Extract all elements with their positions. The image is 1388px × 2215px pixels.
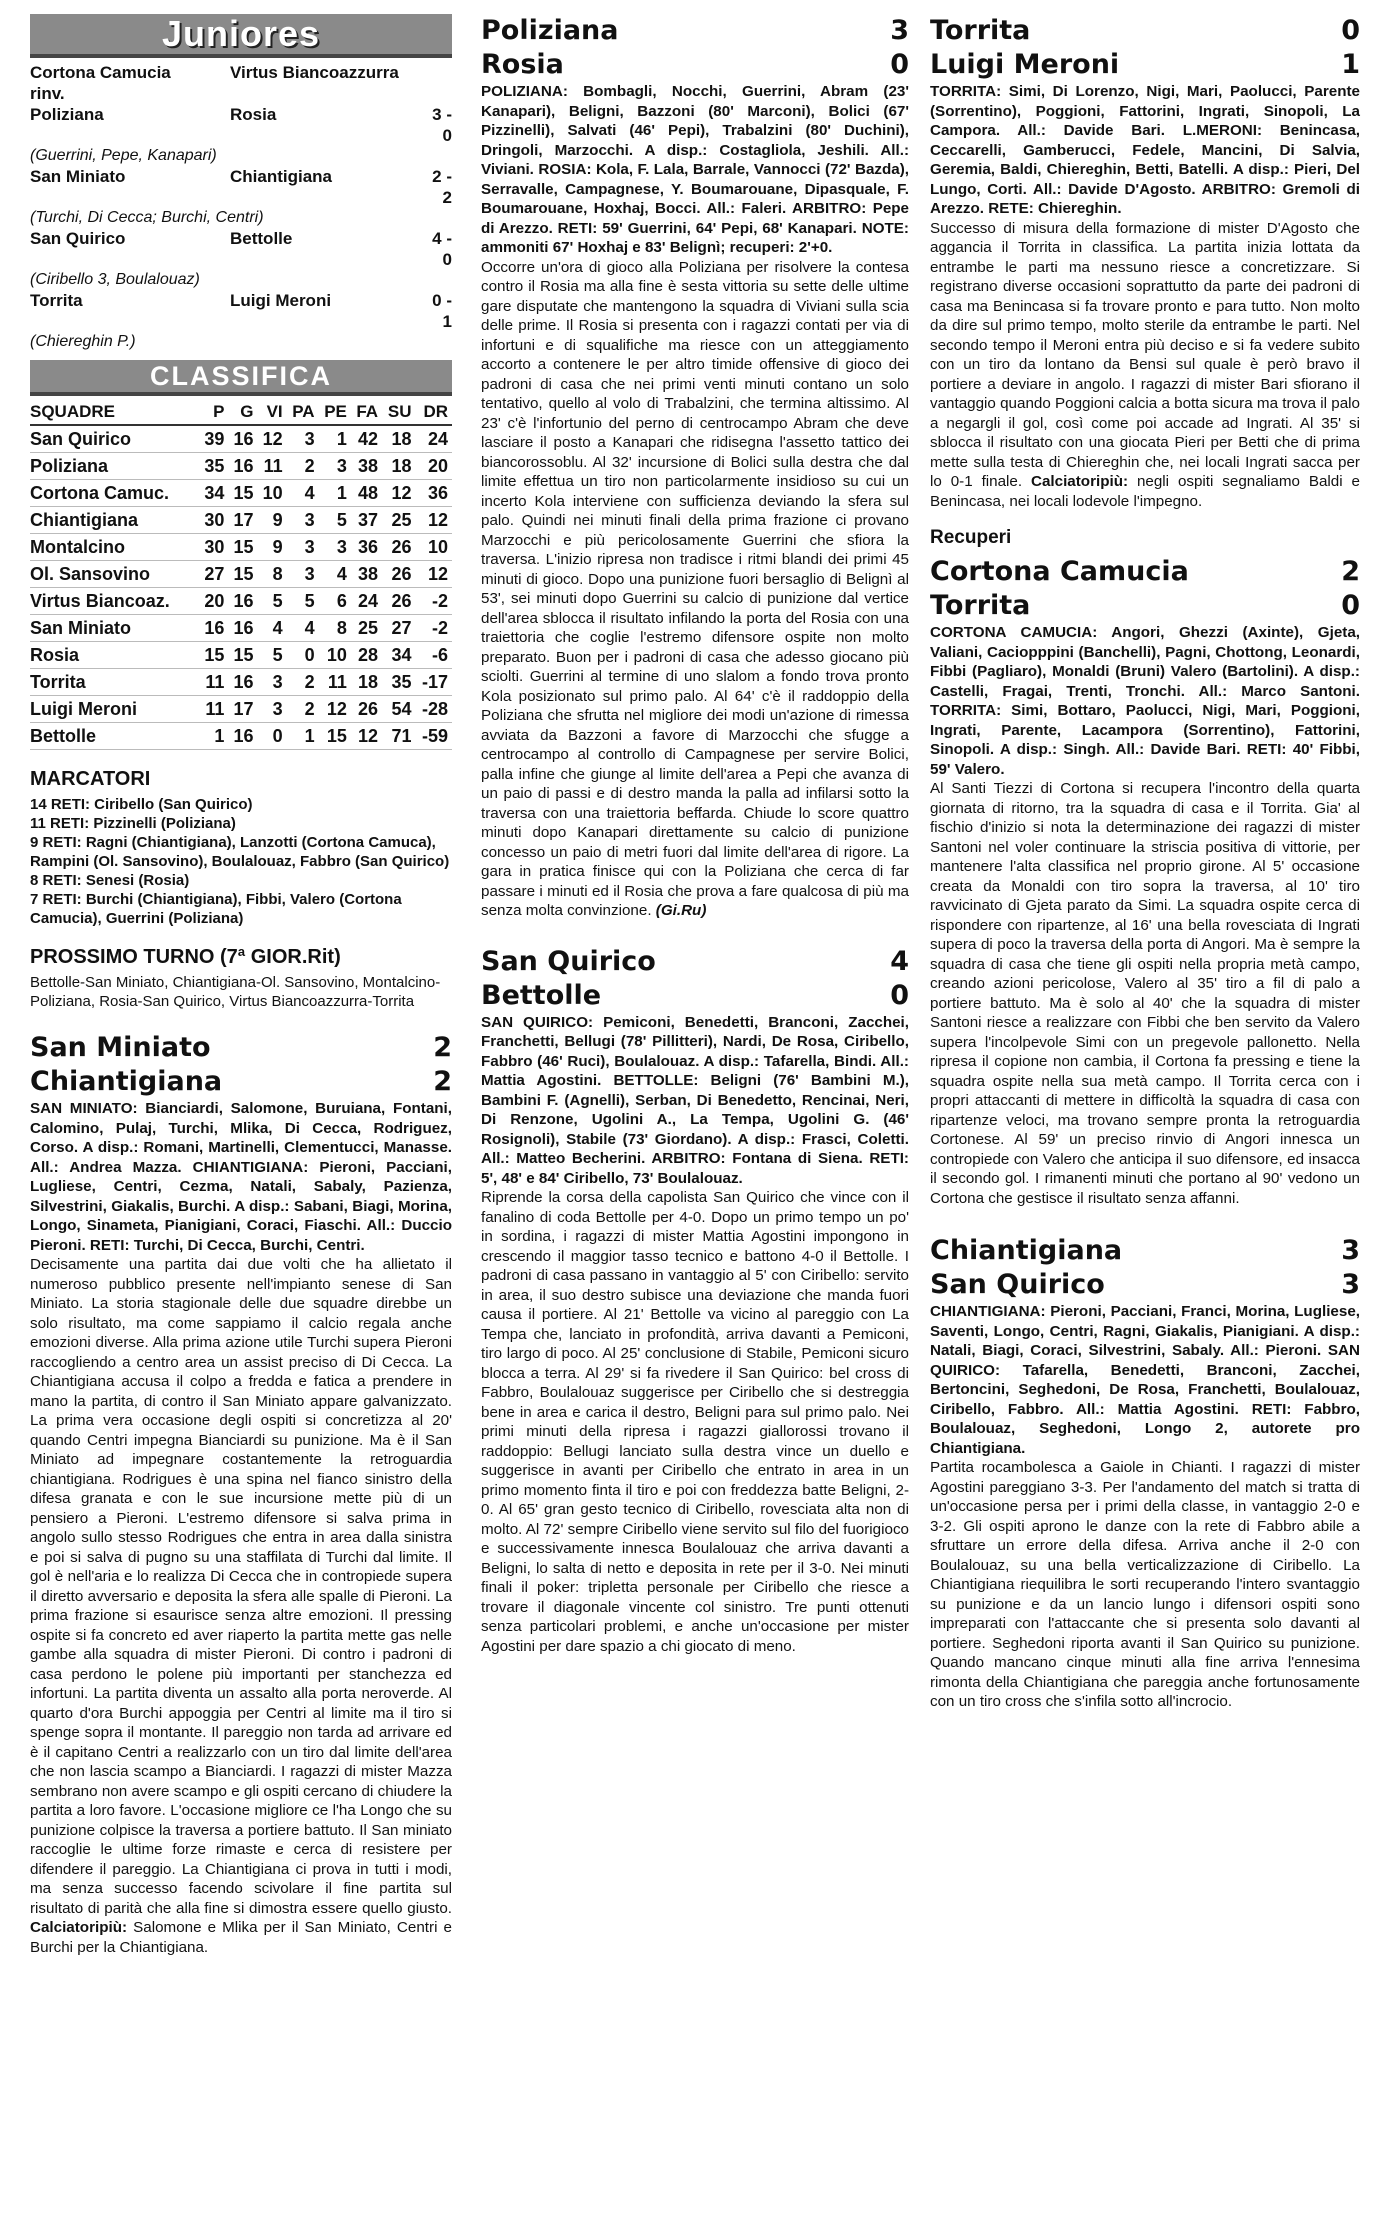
match-home-row bbox=[30, 1031, 452, 1065]
team-cell: Chiantigiana bbox=[30, 507, 199, 534]
team-name: San Miniato bbox=[30, 1032, 211, 1063]
standings-header bbox=[30, 400, 452, 425]
lineup-text: TORRITA: Simi, Di Lorenzo, Nigi, Mari, Paolucci, Parente (Sorrentino), Poggioni, Fattorini, Ingrati, Sinopoli, La Campora. All.: Davide Bari. L.MERONI: Benincasa, Ceccarelli, Gamberucci, Fedele, Mancini, Di Salvia, Geremia, Baldi, Chiereghin, Betti, Batelli. A disp.: Pieri, Del Lungo, Corti. All.: Davide D'Agosto. ARBITRO: Gremoli di Arezzo. RETE: Chiereghin. bbox=[930, 83, 1360, 217]
stat-cell: 26 bbox=[382, 588, 415, 615]
stat-cell: -2 bbox=[416, 615, 452, 642]
recuperi-title: Recuperi bbox=[930, 527, 1012, 548]
stat-cell: 18 bbox=[351, 669, 382, 696]
marcatori-line: 8 RETI: Senesi (Rosia) bbox=[30, 872, 190, 889]
standings-body bbox=[30, 425, 452, 750]
stat-cell: 39 bbox=[199, 425, 228, 453]
team-score: 0 bbox=[1341, 590, 1360, 621]
match-sanquirico bbox=[481, 945, 909, 1657]
stat-cell: 12 bbox=[416, 507, 452, 534]
lineup-text: POLIZIANA: Bombagli, Nocchi, Guerrini, Abram (23' Kanapari), Beligni, Bazzoni (80' Marconi), Bolici (67' Pizzinelli), Salvati (46' Pepi), Trabalzini (80' Duchini), Dringoli, Marzocchi. A disp.: Costagliola, Jeshili. All.: Viviani. ROSIA: Kola, F. Lala, Barrale, Vannocci (72' Bazda), Serravalle, Campagnese, Y. Boumarouane, Dipasquale, F. Boumarouane, Hoxhaj, Bocci. All.: Faleri. ARBITRO: Pepe di Arezzo. RETI: 59' Guerrini, 64' Pepi, 68' Kanapari. NOTE: ammoniti 67' Hoxhaj e 83' Belignì; recuperi: 2'+0. bbox=[481, 83, 909, 256]
result-away: Chiantigiana bbox=[230, 167, 333, 186]
team-name: Rosia bbox=[481, 49, 564, 80]
stat-cell: 1 bbox=[287, 723, 319, 750]
team-cell: San Quirico bbox=[30, 425, 199, 453]
match-away-row bbox=[930, 1268, 1360, 1302]
stat-cell: 3 bbox=[287, 561, 319, 588]
team-name: San Quirico bbox=[930, 1269, 1105, 1300]
stat-cell: 10 bbox=[319, 642, 351, 669]
stat-cell: 17 bbox=[228, 507, 257, 534]
stat-cell: 27 bbox=[199, 561, 228, 588]
standings-row bbox=[30, 425, 452, 453]
result-home: Torrita bbox=[30, 291, 83, 310]
stat-cell: 15 bbox=[228, 480, 257, 507]
column-right bbox=[930, 14, 1360, 1712]
match-home-row bbox=[481, 14, 909, 48]
stat-cell: 16 bbox=[228, 723, 257, 750]
stat-cell: 3 bbox=[258, 669, 287, 696]
stat-cell: 18 bbox=[382, 425, 415, 453]
stat-cell: 16 bbox=[199, 615, 228, 642]
team-cell: Rosia bbox=[30, 642, 199, 669]
calciatori-text: Salomone e Mlika per il San Miniato, Centri e Burchi per la Chiantigiana. bbox=[30, 1919, 452, 1956]
team-name: Luigi Meroni bbox=[930, 49, 1120, 80]
stat-cell: 28 bbox=[351, 642, 382, 669]
result-away: Luigi Meroni bbox=[230, 291, 332, 310]
team-score: 0 bbox=[890, 979, 909, 1011]
team-name: Torrita bbox=[930, 15, 1031, 46]
stat-cell: 15 bbox=[228, 534, 257, 561]
stat-cell: 16 bbox=[228, 588, 257, 615]
marcatori-line: 14 RETI: Ciribello (San Quirico) bbox=[30, 796, 253, 813]
result-scorers: (Guerrini, Pepe, Kanapari) bbox=[30, 147, 217, 164]
stat-cell: 26 bbox=[382, 534, 415, 561]
result-away: Rosia bbox=[230, 105, 277, 124]
stat-cell: 36 bbox=[351, 534, 382, 561]
result-scorers: (Chiereghin P.) bbox=[30, 333, 136, 350]
classifica-banner: CLASSIFICA bbox=[30, 360, 452, 396]
stat-cell: 30 bbox=[199, 534, 228, 561]
result-home: Poliziana bbox=[30, 105, 104, 124]
standings-row bbox=[30, 480, 452, 507]
standings-row bbox=[30, 453, 452, 480]
stat-cell: 12 bbox=[416, 561, 452, 588]
result-home: Cortona Camucia bbox=[30, 63, 171, 82]
stat-cell: 4 bbox=[319, 561, 351, 588]
stat-cell: 11 bbox=[199, 696, 228, 723]
stat-cell: 25 bbox=[351, 615, 382, 642]
match-home-row bbox=[930, 555, 1360, 589]
stat-cell: 30 bbox=[199, 507, 228, 534]
stat-cell: 3 bbox=[287, 507, 319, 534]
marcatori-line: 7 RETI: Burchi (Chiantigiana), Fibbi, Valero (Cortona Camucia), Guerrini (Poliziana) bbox=[30, 891, 402, 927]
team-score: 2 bbox=[1341, 556, 1360, 587]
stat-cell: 16 bbox=[228, 425, 257, 453]
stat-cell: 15 bbox=[319, 723, 351, 750]
stat-cell: 15 bbox=[228, 561, 257, 588]
result-note: rinv. bbox=[30, 84, 65, 103]
column-middle bbox=[481, 14, 909, 1656]
standings-row bbox=[30, 642, 452, 669]
result-away: Virtus Biancoazzurra bbox=[230, 63, 399, 82]
result-score: 4 - 0 bbox=[432, 229, 452, 269]
stat-cell: 17 bbox=[228, 696, 257, 723]
stat-cell: -28 bbox=[416, 696, 452, 723]
team-name: Cortona Camucia bbox=[930, 556, 1189, 587]
stat-cell: 48 bbox=[351, 480, 382, 507]
stat-cell: 54 bbox=[382, 696, 415, 723]
stat-cell: 3 bbox=[258, 696, 287, 723]
stat-cell: 1 bbox=[199, 723, 228, 750]
stat-cell: 24 bbox=[416, 425, 452, 453]
stat-cell: 34 bbox=[199, 480, 228, 507]
column-left bbox=[30, 14, 452, 1957]
stat-cell: 11 bbox=[199, 669, 228, 696]
stat-cell: 2 bbox=[287, 696, 319, 723]
stat-cell: 37 bbox=[351, 507, 382, 534]
team-cell: Ol. Sansovino bbox=[30, 561, 199, 588]
stat-cell: 38 bbox=[351, 453, 382, 480]
stat-cell: 15 bbox=[199, 642, 228, 669]
calciatori-label: Calciatoripiù: bbox=[1031, 473, 1129, 490]
stat-cell: 36 bbox=[416, 480, 452, 507]
team-score: 3 bbox=[1341, 1235, 1360, 1266]
stat-cell: 18 bbox=[382, 453, 415, 480]
standings-row bbox=[30, 507, 452, 534]
stat-cell: 12 bbox=[319, 696, 351, 723]
article-text: Partita rocambolesca a Gaiole in Chianti. I ragazzi di mister Agostini pareggiano 3-3. Per l'andamento del match si tratta di un'occasione persa per i primi della classe, in vantaggio 2-0 e 3-2. Gli ospiti aprono le danze con la rete di Fabbro abile a sfruttare un errore della difesa. Arriva anche il 2-0 con Boulalouaz, su una bella verticalizzazione di Ciribello. La Chiantigiana riequilibra le sorti recuperando l'intero svantaggio su punizione e da un lancio lungo i difensori ospiti sono impreparati con l'attaccante che si presenta solo davanti al portiere. Seghedoni riporta avanti il San Quirico su punizione. Quando mancano cinque minuti alla fine arriva l'ennesima rimonta della Chiantigiana che pareggia anche fortunosamente con un tiro cross che s'infila sotto all'incrocio. bbox=[930, 1459, 1360, 1710]
stat-cell: 1 bbox=[319, 480, 351, 507]
prossimo-title: PROSSIMO TURNO (7ª GIOR.Rit) bbox=[30, 946, 341, 968]
team-name: Chiantigiana bbox=[930, 1235, 1123, 1266]
stat-cell: 16 bbox=[228, 669, 257, 696]
stat-cell: -2 bbox=[416, 588, 452, 615]
result-scorers: (Turchi, Di Cecca; Burchi, Centri) bbox=[30, 209, 264, 226]
stat-cell: 12 bbox=[258, 425, 287, 453]
lineup-text: SAN QUIRICO: Pemiconi, Benedetti, Branconi, Zacchei, Franchetti, Bellugi (78' Pillitteri), Nardi, De Rosa, Ciribello, Fabbro (46' Ruci), Boulalouaz. A disp.: Tafarella, Bindi. All.: Mattia Agostini. BETTOLLE: Beligni (76' Bambini M.), Bambini F. (Agnelli), Serban, Di Benedetto, Rencinai, Neri, Di Renzone, Ugolini A., La Tempa, Ugolini G. (46' Rosignoli), Stabile (73' Giordano). A disp.: Frasci, Coletti. All.: Matteo Becherini. ARBITRO: Fontana di Siena. RETI: 5', 48' e 84' Ciribello, 73' Boulalouaz. bbox=[481, 1013, 909, 1187]
team-cell: Luigi Meroni bbox=[30, 696, 199, 723]
stat-cell: 2 bbox=[287, 453, 319, 480]
stat-cell: 11 bbox=[319, 669, 351, 696]
stat-cell: 9 bbox=[258, 534, 287, 561]
team-cell: Torrita bbox=[30, 669, 199, 696]
team-score: 1 bbox=[1341, 49, 1360, 80]
stat-cell: 35 bbox=[382, 669, 415, 696]
stat-cell: 0 bbox=[258, 723, 287, 750]
col-g: G bbox=[228, 400, 257, 425]
result-score: 3 - 0 bbox=[432, 105, 452, 145]
marcatori-line: 11 RETI: Pizzinelli (Poliziana) bbox=[30, 815, 236, 832]
stat-cell: 1 bbox=[319, 425, 351, 453]
article-text: Riprende la corsa della capolista San Quirico che vince con il fanalino di coda Bettolle per 4-0. Dopo un primo tempo un po' in sordina, i ragazzi di mister Mattia Agostini impongono in crescendo il maggior tasso tecnico e battono 4-0 il Bettolle. I padroni di casa passano in vantaggio al 5' con Ciribello: servito in area, il suo destro subisce una deviazione che manda fuori causa il portiere. Al 21' Bettolle va vicino al pareggio con La Tempa che, lanciato in profondità, arriva davanti a Pemiconi, tiro largo di poco. Al 25' conclusione di Stabile, Pemiconi sicuro blocca a terra. Al 29' si fa rivedere il San Quirico: bel cross di Fabbro, Boulalouaz suggerisce per Ciribello che si destreggia bene in area e carica il destro, Beligni para sul primo palo. Nei primi minuti della ripresa i ragazzi giallorossi trovano il raddoppio: Bellugi lanciato sulla destra vince un duello e suggerisce in avanti per Ciribello che entrato in area in un primo momento finta il tiro e poi con freddezza batte Beligni, 2-0. Al 65' gran gesto tecnico di Ciribello, rovesciata alta non di molto. Al 72' sempre Ciribello viene servito sul filo del fuorigioco e successivamente innesca Boulalouaz che arriva davanti a Beligni, lo salta di netto e deposita in rete per il 3-0. Nei minuti finali il poker: tripletta personale per Ciribello che riesce a trovare il diagonale vincente col sinistro. Tre punti ottenuti senza particolari problemi, e anche un'occasione per mister Agostini per dare spazio a chi giocato di meno. bbox=[481, 1189, 909, 1655]
match-away-row bbox=[30, 1065, 452, 1099]
lineup-text: CORTONA CAMUCIA: Angori, Ghezzi (Axinte), Gjeta, Valiani, Caciopppini (Banchelli), Pagni, Chottong, Leonardi, Fibbi (Pagliaro), Monaldi (Bruni) Valero (Bartolini). A disp.: Castelli, Fragai, Trenti, Tronchi. All.: Marco Santoni. TORRITA: Simi, Bottaro, Paolucci, Nigi, Mari, Poggioni, Ingrati, Parente, Lacampora (Sorrentino), Fattorini, Sinopoli. A disp.: Singh. All.: Davide Bari. RETI: 40' Fibbi, 59' Valero. bbox=[930, 624, 1360, 778]
match-away-row bbox=[481, 979, 909, 1013]
stat-cell: 35 bbox=[199, 453, 228, 480]
standings-row bbox=[30, 723, 452, 750]
match-poliziana bbox=[481, 14, 909, 921]
match-away-row bbox=[930, 589, 1360, 623]
col-pe: PE bbox=[319, 400, 351, 425]
stat-cell: -17 bbox=[416, 669, 452, 696]
stat-cell: 16 bbox=[228, 453, 257, 480]
team-cell: Virtus Biancoaz. bbox=[30, 588, 199, 615]
stat-cell: 10 bbox=[258, 480, 287, 507]
standings-row bbox=[30, 696, 452, 723]
team-cell: San Miniato bbox=[30, 615, 199, 642]
stat-cell: 12 bbox=[382, 480, 415, 507]
article-body: Occorre un'ora di gioco alla Poliziana per risolvere la contesa contro il Rosia ma alla fine è sesta vittoria su sette delle ultime gare disputate che mantengono la squadra di Viviani sulla scia delle prime. Il Rosia si presenta con i ragazzi contati per via di infortuni e di squalifiche ma riesce con un atteggiamento accorto a contenere le per altro timide offensive di gioco dei padroni di casa che nei primi venti minuti contano un solo tentativo, quello al volo di Trabalzini, che termina altissimo. Al 23' c'è l'infortunio del perno di centrocampo Abram che deve lasciare il posto a Kanapari che ridisegna l'assetto tattico dei biancorossoblu. Al 32' incursione di Bolici sulla destra che dal limite effettua un tiro non particolarmente insidioso su cui un incerto Kola interviene con sufficienza deviando la sfera sul palo. Quindi nei minuti finali della prima frazione ci provano Marzocchi e più pericolosamente Guerrini che sfiora la traversa. L'inizio ripresa non tradisce i ritmi blandi dei primi 45 minuti di gioco. Dopo una punizione fuori bersaglio di Belignì al 53', sei minuti dopo Guerrini su calcio di punizione dal vertice dell'area sblocca il risultato infilando la porta del Rosia con una traiettoria che coglie l'estremo difensore ospite non molto preparato. Buon per i padroni di casa che adesso giocano più sciolti. Guerrini al termine di uno slalom a fondo trova pronto Kola posizionato sul primo palo. Al 64' c'è il raddoppio della Poliziana che sfrutta nel migliore dei modi un'azione di rimessa avviata da Bazzoni a favore di Marzocchi che sfugge a centrocampo al controllo di Campagnese per servire Bolici, palla infine che giunge al limite dell'area a Pepi che avanza di un paio di passi e di destro manda la palla ad infilarsi sotto la traversa con una traiettoria beffarda. Chiude lo score quattro minuti dopo Kanapari direttamente su calcio di punizione concesso un paio di metri fuori dal limite dell'area di rigore. La gara in pratica finisce qui con la Poliziana che cerca di far passare i minuti ed il Rosia che prova a fare qualcosa di più ma senza molta convinzione. bbox=[481, 258, 909, 919]
stat-cell: 16 bbox=[228, 615, 257, 642]
stat-cell: 15 bbox=[228, 642, 257, 669]
stat-cell: 3 bbox=[319, 453, 351, 480]
stat-cell: 20 bbox=[199, 588, 228, 615]
juniores-banner: Juniores bbox=[30, 14, 452, 58]
standings-row bbox=[30, 534, 452, 561]
team-score: 4 bbox=[890, 945, 909, 977]
article-body: Decisamente una partita dai due volti che ha allietato il numeroso pubblico presente nell'impianto senese di San Miniato. La storia stagionale delle due squadre direbbe un solo risultato, ma come sappiamo il calcio regala anche emozioni diverse. Alla prima azione utile Turchi supera Pieroni raccogliendo a centro area un assist preciso di Di Cecca. La Chiantigiana accusa il colpo a fredda e fatica a prendere in mano la partita, di contro il San Miniato appare galvanizzato. La prima vera occasione degli ospiti si concretizza al 20' quando Centri impegna Bianciardi su punizione. Ma è il San Miniato ad impegnare costantemente la retroguardia chiantigiana. Rodrigues è una spina nel fianco sinistro della difesa granata e con le sue incursione mette più di un pensiero a Pieroni. L'estremo difensore si salva prima in angolo sullo stesso Rodrigues che entra in area dalla sinistra e poi si salva di pugno su una staffilata di Turchi dal limite. Il gol è nell'aria e lo realizza Di Cecca che in contropiede supera il diretto avversario e deposita la sfera alle spalle di Pieroni. La prima frazione si esaurisce senza altre emozioni. Il pressing ospite si fa concreto ed aver riaperto la partita mette gas nelle gambe alla squadra di mister Pieroni. Di contro i padroni di casa perdono le polene più importanti per stanchezza ed infortuni. La partita diventa un assalto alla porta neroverde. Al quarto d'ora Burchi appoggia per Centri al limite ma il tiro si spenge sopra il montante. Il pareggio non tarda ad arrivare ed è il capitano Centri a realizzarlo con un tiro dal limite dell'area che non lascia scampo a Bianciardi. I ragazzi di mister Mazza sembrano non avere scampo e gli ospiti cercano di chiudere la partita a loro favore. L'occasione migliore ce l'ha Longo che su punizione colpisce la traversa a portiere battuto. Il San miniato raccoglie le ultime forze rimaste e cerca di resistere per difendere il pareggio. La Chiantigiana ci prova in tutti i modi, ma senza successo facendo scivolare il fine partita sul risultato di parità che alla fine si dimostra essere quello giusto. bbox=[30, 1256, 452, 1917]
team-score: 2 bbox=[433, 1066, 452, 1097]
stat-cell: 12 bbox=[351, 723, 382, 750]
stat-cell: 11 bbox=[258, 453, 287, 480]
stat-cell: 71 bbox=[382, 723, 415, 750]
article-text bbox=[481, 258, 909, 921]
stat-cell: 0 bbox=[287, 642, 319, 669]
stat-cell: 9 bbox=[258, 507, 287, 534]
stat-cell: 2 bbox=[287, 669, 319, 696]
stat-cell: 4 bbox=[258, 615, 287, 642]
stat-cell: 38 bbox=[351, 561, 382, 588]
stat-cell: 5 bbox=[258, 588, 287, 615]
standings-row bbox=[30, 669, 452, 696]
col-p: P bbox=[199, 400, 228, 425]
team-name: Torrita bbox=[930, 590, 1031, 621]
standings-row bbox=[30, 588, 452, 615]
results-list bbox=[30, 62, 452, 352]
match-home-row bbox=[481, 945, 909, 979]
stat-cell: 6 bbox=[319, 588, 351, 615]
match-away-row bbox=[930, 48, 1360, 82]
team-score: 3 bbox=[890, 15, 909, 46]
match-chiantigiana bbox=[930, 1234, 1360, 1712]
marcatori-line: 9 RETI: Ragni (Chiantigiana), Lanzotti (Cortona Camuca), Rampini (Ol. Sansovino), Boulalouaz, Fabbro (San Quirico) bbox=[30, 834, 450, 870]
prossimo-text: Bettolle-San Miniato, Chiantigiana-Ol. Sansovino, Montalcino-Poliziana, Rosia-San Quirico, Virtus Biancoazzurra-Torrita bbox=[30, 974, 441, 1010]
match-cortona bbox=[930, 555, 1360, 1208]
result-home: San Miniato bbox=[30, 167, 126, 186]
stat-cell: 5 bbox=[258, 642, 287, 669]
stat-cell: 4 bbox=[287, 480, 319, 507]
stat-cell: -6 bbox=[416, 642, 452, 669]
stat-cell: 8 bbox=[319, 615, 351, 642]
marcatori-list bbox=[30, 795, 452, 928]
match-away-row bbox=[481, 48, 909, 82]
team-cell: Cortona Camuc. bbox=[30, 480, 199, 507]
stat-cell: 26 bbox=[351, 696, 382, 723]
match-sanminiato bbox=[30, 1031, 452, 1957]
team-score: 0 bbox=[1341, 15, 1360, 46]
stat-cell: 24 bbox=[351, 588, 382, 615]
stat-cell: 5 bbox=[287, 588, 319, 615]
stat-cell: 25 bbox=[382, 507, 415, 534]
team-score: 2 bbox=[433, 1032, 452, 1063]
team-name: Bettolle bbox=[481, 979, 602, 1011]
standings-row bbox=[30, 561, 452, 588]
result-score: 2 - 2 bbox=[432, 167, 452, 207]
col-squadre: SQUADRE bbox=[30, 400, 199, 425]
article-text bbox=[930, 219, 1360, 512]
stat-cell: 3 bbox=[287, 425, 319, 453]
team-cell: Montalcino bbox=[30, 534, 199, 561]
article-signature: (Gi.Ru) bbox=[655, 902, 707, 919]
article-text: Al Santi Tiezzi di Cortona si recupera l'incontro della quarta giornata di ritorno, tra la squadra di casa e il Torrita. Gia' al fischio d'inizio si nota la determinazione dei ragazzi di mister Santoni nel voler continuare la striscia positiva di vittorie, per mantenere l'alta classifica nel proprio girone. Al 5' occasione creata da Monaldi con tiro sopra la traversa, al 10' tiro ravvicinato di Gjeta parato da Simi. La squadra ospite cerca di rispondere con ripartenze, al 16' una bella rovesciata di Ingrati supera di poco la traversa della porta di Angori. Ma è sempre la squadra di casa che tiene gli ospiti nella propria metà campo, creando azioni pericolose, Valero al 35' tiro a fil di palo a portiere battuto. Ma è solo al 40' che la squadra di mister Santoni riesce a realizzare con Fibbi che ben servito da Valero supera l'incolpevole Simi con un pregevole pallonetto. Nella ripresa il copione non cambia, il Cortona fa pressing e tiene la squadra ospite nella sua metà campo. Il Torrita cerca con i propri attaccanti di mettere in difficoltà la squadra di casa con ripartenze veloci, ma trovano sempre pronta la retroguardia Cortonese. Al 59' un preciso rinvio di Angori innesca un contropiede con Valero che anticipa il suo difensore, ed insacca il secondo gol. I rimanenti minuti che portano al 90' vedono un Cortona che gestisce il risultato senza affanni. bbox=[930, 780, 1360, 1207]
article-text bbox=[30, 1255, 452, 1957]
marcatori-title: MARCATORI bbox=[30, 768, 151, 790]
result-scorers: (Ciribello 3, Boulalouaz) bbox=[30, 271, 200, 288]
stat-cell: 34 bbox=[382, 642, 415, 669]
team-score: 0 bbox=[890, 49, 909, 80]
stat-cell: 20 bbox=[416, 453, 452, 480]
stat-cell: 27 bbox=[382, 615, 415, 642]
team-cell: Bettolle bbox=[30, 723, 199, 750]
calciatori-text: negli ospiti segnaliamo Baldi e Benincasa, nei locali lodevole l'impegno. bbox=[930, 473, 1360, 510]
col-dr: DR bbox=[416, 400, 452, 425]
stat-cell: 10 bbox=[416, 534, 452, 561]
result-away: Bettolle bbox=[230, 229, 293, 248]
lineup-text: SAN MINIATO: Bianciardi, Salomone, Buruiana, Fontani, Calomino, Pulaj, Turchi, Mlika, Di Cecca, Rodriguez, Corso. A disp.: Romani, Martinelli, Clementucci, Manasse. All.: Andrea Mazza. CHIANTIGIANA: Pieroni, Pacciani, Lugliese, Centri, Cezma, Natali, Sabaly, Pazienza, Silvestrini, Giakalis, Burchi. A disp.: Sabani, Biagi, Morina, Longo, Sinameta, Pianigiani, Coraci, Fiaschi. All.: Duccio Pieroni. RETI: Turchi, Di Cecca, Burchi, Centri. bbox=[30, 1100, 452, 1254]
team-name: Poliziana bbox=[481, 15, 619, 46]
team-score: 3 bbox=[1341, 1269, 1360, 1300]
standings-table bbox=[30, 400, 452, 750]
stat-cell: -59 bbox=[416, 723, 452, 750]
stat-cell: 42 bbox=[351, 425, 382, 453]
stat-cell: 4 bbox=[287, 615, 319, 642]
article-body: Successo di misura della formazione di mister D'Agosto che aggancia il Torrita in classifica. La partita inizia lottata da entrambe le parti ma nessuno riesce a concretizzare. Si registrano diverse occasioni soprattutto da parte dei padroni di casa ma Benincasa si fa trovare pronto e para tutto. Non molto da dire sul primo tempo, molto sterile da entrambe le parti. Nel secondo tempo il Meroni entra più deciso e si fa vedere subito con un tiro da lontano da Bensi sul quale è però bravo il portiere a deviare in angolo. I ragazzi di mister Bari sfiorano il vantaggio quando Poggioni calcia a botta sicura ma trova il palo a negargli il gol, così come poi accade ad Ingrati. Al 35' si sblocca il risultato con una giocata Pieri per Betti che di prima mette sulla testa di Chiereghin che, nei locali Ingrati sacca per lo 0-1 finale. bbox=[930, 219, 1360, 490]
calciatori-label: Calciatoripiù: bbox=[30, 1919, 128, 1936]
result-home: San Quirico bbox=[30, 229, 126, 248]
col-vi: VI bbox=[258, 400, 287, 425]
match-torrita bbox=[930, 14, 1360, 511]
stat-cell: 3 bbox=[319, 534, 351, 561]
lineup-text: CHIANTIGIANA: Pieroni, Pacciani, Franci, Morina, Lugliese, Saventi, Longo, Centri, Ragni, Giakalis, Pianigiani. A disp.: Natali, Biagi, Coraci, Silvestrini, Sabaly. All.: Pieroni. SAN QUIRICO: Tafarella, Benedetti, Branconi, Zacchei, Bertoncini, Seghedoni, De Rosa, Franchetti, Boulalouaz, Ciribello, Fabbro. All.: Mattia Agostini. RETI: Fabbro, Boulalouaz, Seghedoni, Longo 2, autorete pro Chiantigiana. bbox=[930, 1303, 1360, 1457]
stat-cell: 8 bbox=[258, 561, 287, 588]
stat-cell: 3 bbox=[287, 534, 319, 561]
match-home-row bbox=[930, 14, 1360, 48]
col-fa: FA bbox=[351, 400, 382, 425]
stat-cell: 26 bbox=[382, 561, 415, 588]
team-name: Chiantigiana bbox=[30, 1066, 223, 1097]
match-home-row bbox=[930, 1234, 1360, 1268]
standings-row bbox=[30, 615, 452, 642]
result-score bbox=[420, 62, 452, 83]
team-cell: Poliziana bbox=[30, 453, 199, 480]
result-score: 0 - 1 bbox=[432, 291, 452, 331]
stat-cell: 5 bbox=[319, 507, 351, 534]
team-name: San Quirico bbox=[481, 945, 656, 977]
col-pa: PA bbox=[287, 400, 319, 425]
col-su: SU bbox=[382, 400, 415, 425]
